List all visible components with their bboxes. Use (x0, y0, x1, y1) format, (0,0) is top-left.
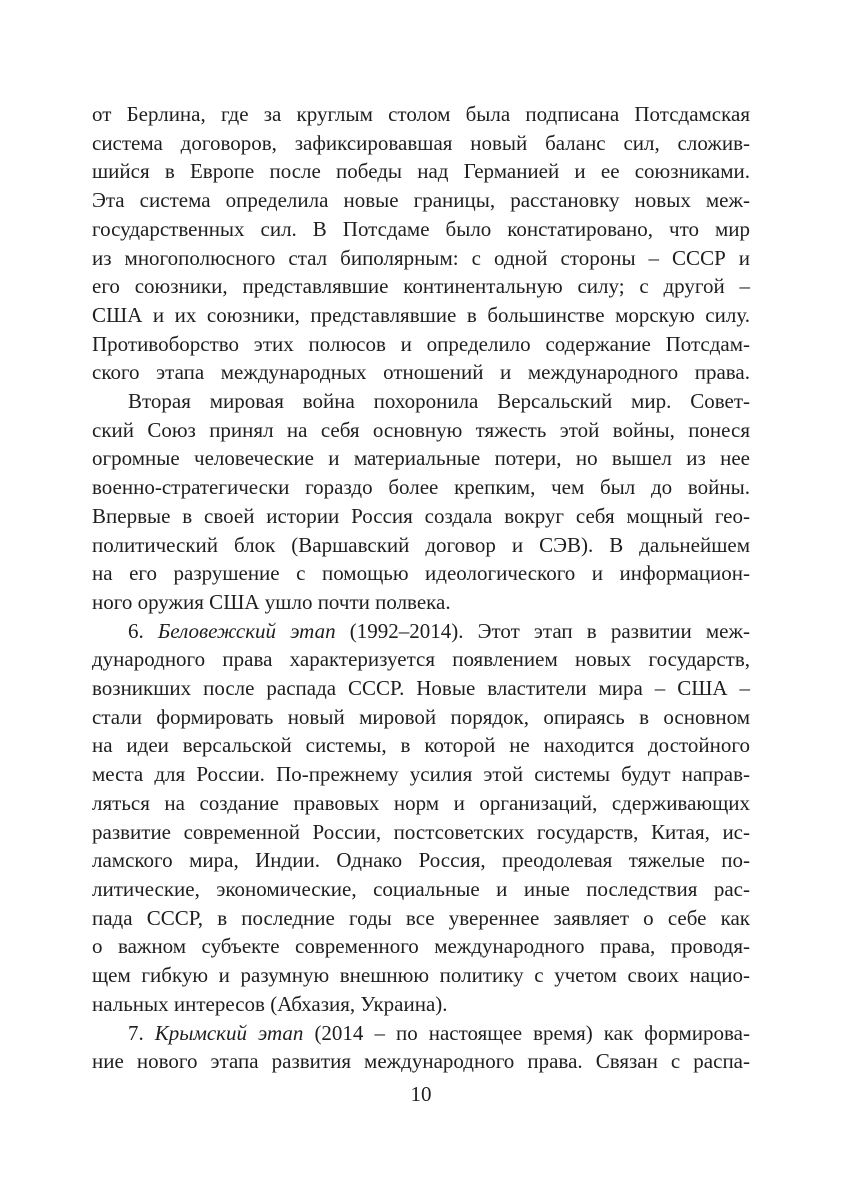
text-run: из многополюсного стал биполярным: с одной стороны – СССР и (92, 245, 750, 270)
text-run: военно-стратегически гораздо более крепким, чем был до войны. (92, 475, 750, 500)
text-run: Впервые в своей истории Россия создала вокруг себя мощный гео- (92, 503, 750, 528)
text-block (92, 100, 750, 1076)
text-run: 6. (128, 618, 158, 643)
text-line (92, 990, 750, 1019)
text-line (92, 215, 750, 244)
text-line (92, 502, 750, 531)
text-run: 7. (128, 1020, 155, 1045)
text-run: государственных сил. В Потсдаме было констатировано, что мир (92, 216, 750, 241)
text-line (92, 789, 750, 818)
text-line (92, 617, 750, 646)
text-line (92, 531, 750, 560)
text-line (92, 559, 750, 588)
text-run: на его разрушение с помощью идеологического и информацион- (92, 561, 750, 586)
paragraph (92, 387, 750, 617)
text-run: Вторая мировая война похоронила Версальский мир. Совет- (128, 389, 750, 414)
text-line (92, 444, 750, 473)
text-run: (2014 – по настоящее время) как формирова- (303, 1020, 750, 1045)
text-line (92, 875, 750, 904)
text-run: ляться на создание правовых норм и организаций, сдерживающих (92, 790, 750, 815)
text-line (92, 961, 750, 990)
text-run: Эта система определила новые границы, расстановку новых меж- (92, 188, 750, 213)
text-line (92, 904, 750, 933)
text-line (92, 157, 750, 186)
text-line (92, 129, 750, 158)
text-run: Противоборство этих полюсов и определило содержание Потсдам- (92, 331, 750, 356)
text-line (92, 818, 750, 847)
text-run: (1992–2014). Этот этап в развитии меж- (335, 618, 750, 643)
text-run: нальных интересов (Абхазия, Украина). (92, 991, 448, 1016)
text-line (92, 674, 750, 703)
text-run: стали формировать новый мировой порядок, опираясь в основном (92, 704, 750, 729)
text-run: места для России. По-прежнему усилия этой системы будут направ- (92, 762, 750, 787)
text-run: развитие современной России, постсоветских государств, Китая, ис- (92, 819, 750, 844)
text-line (92, 387, 750, 416)
text-run: ского этапа международных отношений и международного права. (92, 360, 750, 385)
text-run: ламского мира, Индии. Однако Россия, преодолевая тяжелые по- (92, 848, 750, 873)
text-run: политический блок (Варшавский договор и СЭВ). В дальнейшем (92, 532, 750, 557)
text-line (92, 358, 750, 387)
text-run: щем гибкую и разумную внешнюю политику с учетом своих нацио- (92, 963, 750, 988)
paragraph (92, 100, 750, 387)
text-run: пада СССР, в последние годы все увереннее заявляет о себе как (92, 905, 750, 930)
text-line (92, 244, 750, 273)
text-line (92, 100, 750, 129)
text-line (92, 330, 750, 359)
text-line (92, 703, 750, 732)
text-run: ние нового этапа развития международного права. Связан с распа- (92, 1049, 750, 1074)
text-line (92, 301, 750, 330)
text-run: США и их союзники, представлявшие в большинстве морскую силу. (92, 302, 750, 327)
text-line (92, 932, 750, 961)
text-line (92, 1047, 750, 1076)
text-run: ский Союз принял на себя основную тяжесть этой войны, понеся (92, 417, 750, 442)
text-line (92, 588, 750, 617)
paragraph (92, 617, 750, 1019)
page-number: 10 (410, 1082, 432, 1106)
text-line (92, 272, 750, 301)
text-run: его союзники, представлявшие континентальную силу; с другой – (92, 274, 750, 299)
text-line (92, 473, 750, 502)
text-line (92, 760, 750, 789)
text-run: огромные человеческие и материальные потери, но вышел из нее (92, 446, 750, 471)
text-run: система договоров, зафиксировавшая новый баланс сил, сложив- (92, 130, 750, 155)
text-run: от Берлина, где за круглым столом была подписана Потсдамская (92, 102, 750, 126)
text-line (92, 416, 750, 445)
text-run: дународного права характеризуется появлением новых государств, (92, 647, 750, 672)
paragraph (92, 1019, 750, 1076)
text-run: о важном субъекте современного международного права, проводя- (92, 934, 750, 959)
text-run: на идеи версальской системы, в которой не находится достойного (92, 733, 750, 758)
text-line (92, 1019, 750, 1048)
text-run-italic: Крымский этап (154, 1020, 304, 1045)
text-run: возникших после распада СССР. Новые властители мира – США – (92, 676, 750, 701)
text-run: ного оружия США ушло почти полвека. (92, 589, 451, 614)
text-line (92, 645, 750, 674)
text-run: литические, экономические, социальные и иные последствия рас- (92, 876, 750, 901)
text-line (92, 186, 750, 215)
text-line (92, 846, 750, 875)
text-run: шийся в Европе после победы над Германией и ее союзниками. (92, 159, 750, 184)
text-run-italic: Беловежский этап (157, 618, 336, 643)
text-line (92, 731, 750, 760)
